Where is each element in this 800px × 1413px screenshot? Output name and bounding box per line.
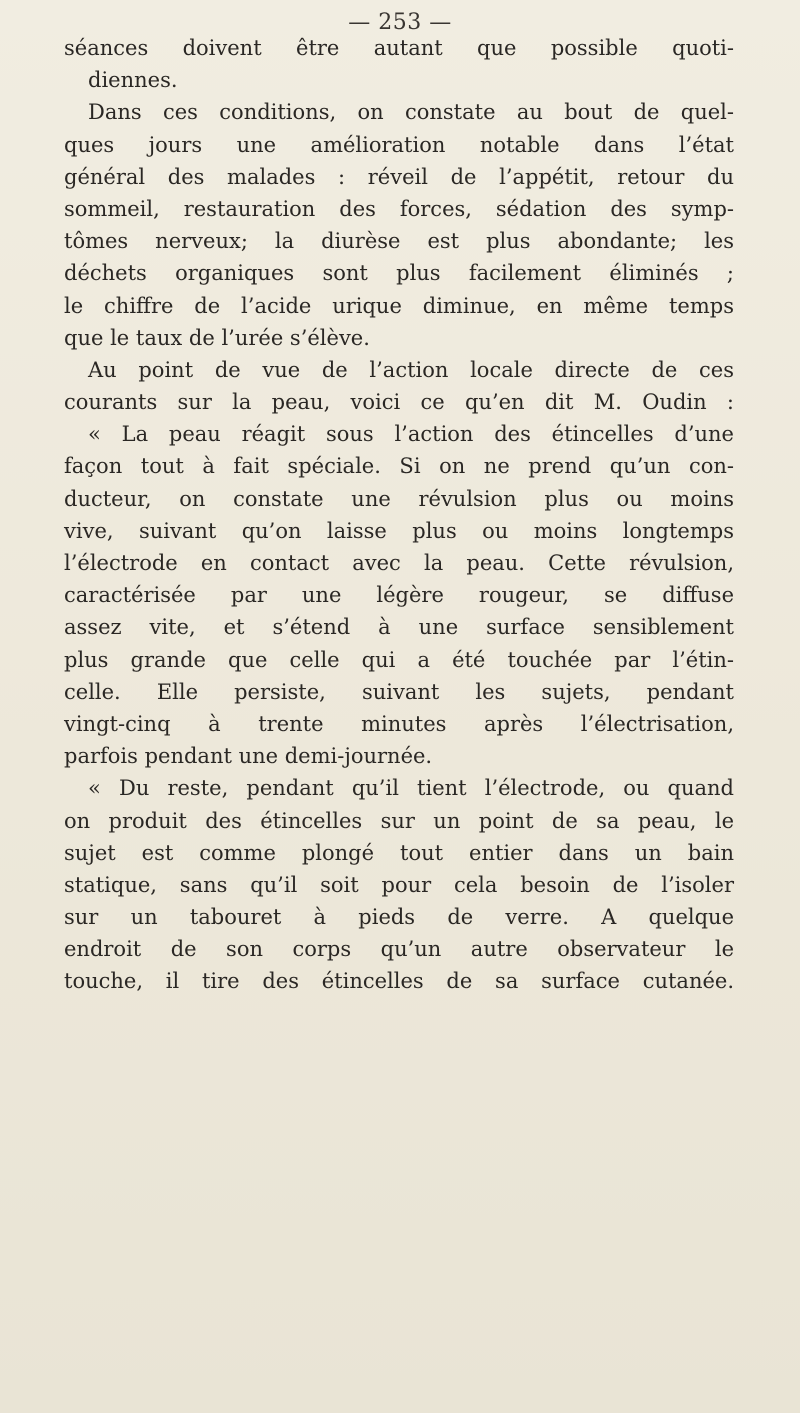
text-line: le chiffre de l’acide urique diminue, en même temps — [64, 293, 734, 318]
text-line: plus grande que celle qui a été touchée par l’étin- — [64, 647, 734, 672]
text-line: vive, suivant qu’on laisse plus ou moins longtemps — [64, 518, 734, 543]
text-line: général des malades : réveil de l’appétit, retour du — [64, 164, 734, 189]
text-line: « Du reste, pendant qu’il tient l’électrode, ou quand — [88, 776, 734, 801]
text-line: façon tout à fait spéciale. Si on ne prend qu’un con- — [64, 454, 734, 479]
text-line: celle. Elle persiste, suivant les sujets, pendant — [64, 679, 734, 704]
text-line: l’électrode en contact avec la peau. Cette révulsion, — [64, 551, 734, 575]
text-line: sujet est comme plongé tout entier dans un bain — [64, 840, 734, 865]
text-line: touche, il tire des étincelles de sa surface cutanée. — [64, 969, 734, 994]
text-line: assez vite, et s’étend à une surface sensiblement — [64, 615, 734, 640]
text-line: endroit de son corps qu’un autre observateur le — [64, 937, 734, 962]
text-line: déchets organiques sont plus facilement éliminés ; — [64, 261, 734, 286]
text-line: sommeil, restauration des forces, sédation des symp- — [64, 196, 734, 221]
text-line: parfois pendant une demi-journée. — [64, 744, 433, 769]
text-line: que le taux de l’urée s’élève. — [64, 325, 370, 350]
text-line: courants sur la peau, voici ce qu’en dit M. Oudin : — [64, 390, 734, 415]
text-line: vingt-cinq à trente minutes après l’électrisation, — [64, 711, 734, 736]
text-line: ducteur, on constate une révulsion plus ou moins — [64, 486, 734, 511]
body-text — [64, 32, 734, 998]
text-line: ques jours une amélioration notable dans l’état — [64, 132, 734, 157]
text-line: séances doivent être autant que possible quoti- — [64, 36, 734, 60]
text-line: sur un tabouret à pieds de verre. A quelque — [64, 905, 734, 930]
text-line: tômes nerveux; la diurèse est plus abondante; les — [64, 229, 734, 254]
text-line: statique, sans qu’il soit pour cela besoin de l’isoler — [64, 872, 734, 897]
text-line: Au point de vue de l’action locale directe de ces — [88, 357, 734, 382]
text-line: « La peau réagit sous l’action des étincelles d’une — [88, 422, 734, 447]
text-line: caractérisée par une légère rougeur, se diffuse — [64, 583, 734, 608]
text-line: on produit des étincelles sur un point de sa peau, le — [64, 808, 734, 833]
text-line: Dans ces conditions, on constate au bout de quel- — [88, 100, 734, 125]
page-number: — 253 — — [348, 10, 452, 35]
text-line: diennes. — [88, 68, 178, 93]
